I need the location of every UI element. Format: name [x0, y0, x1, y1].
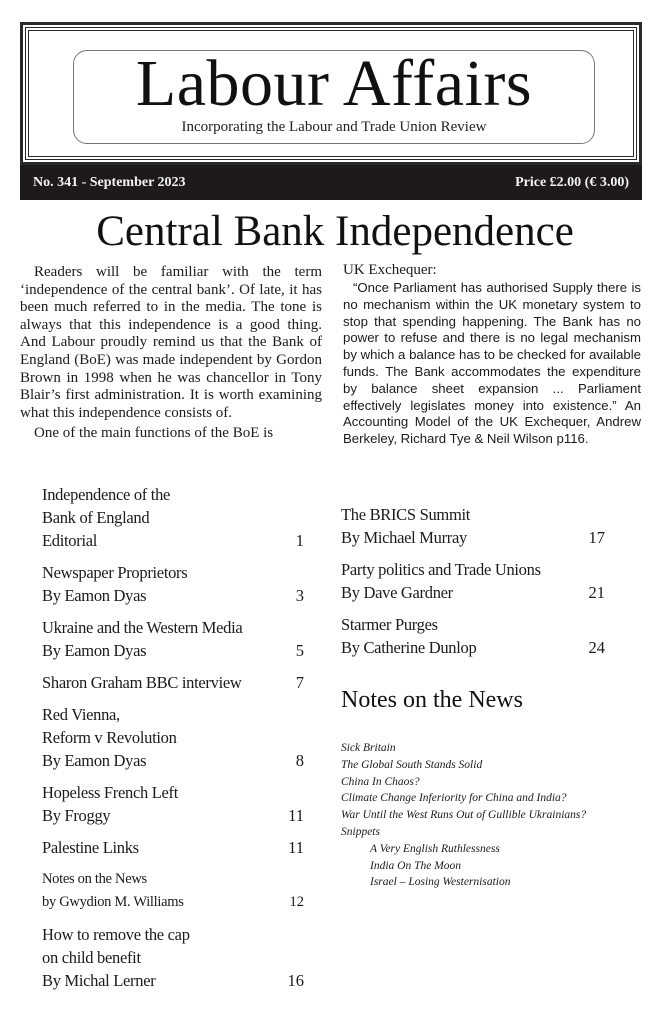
contents-page-number: 24 [588, 638, 605, 657]
contents-entry-line: Editorial [42, 531, 98, 550]
contents-entry[interactable] [42, 483, 304, 552]
contents-entry-line: By Froggy [42, 806, 111, 825]
contents-entry-line: Ukraine and the Western Media [42, 618, 243, 637]
title-box [73, 47, 595, 144]
contents-entry[interactable] [341, 613, 605, 659]
contents-page-number: 11 [288, 838, 304, 857]
contents-entry[interactable] [42, 616, 304, 662]
article-column-left [20, 264, 322, 443]
contents-page-number: 7 [295, 673, 304, 692]
issue-bar [20, 165, 642, 200]
contents-entry-line: Reform v Revolution [42, 728, 177, 747]
contents-entry[interactable] [42, 671, 304, 694]
notes-item: War Until the West Runs Out of Gullible Ukrainians? [341, 809, 587, 822]
contents-list-left [42, 483, 304, 1001]
publication-title: Labour Affairs [135, 47, 533, 120]
notes-list [341, 740, 586, 891]
publication-subtitle: Incorporating the Labour and Trade Union Review [181, 119, 487, 135]
contents-page-number: 11 [288, 806, 304, 825]
notes-item: Climate Change Inferiority for China and India? [341, 792, 567, 805]
article-continuation: UK Exchequer: [343, 262, 437, 278]
notes-item: Snippets [341, 825, 380, 838]
contents-entry-line: Independence of the [42, 485, 171, 504]
contents-entry-line: Newspaper Proprietors [42, 563, 188, 582]
contents-entry-line: Notes on the News [42, 871, 147, 887]
contents-page-number: 3 [295, 586, 304, 605]
contents-entry-line: Red Vienna, [42, 705, 120, 724]
contents-entry-line: Starmer Purges [341, 615, 438, 634]
contents-entry-line: By Michal Lerner [42, 971, 156, 990]
contents-entry-line: on child benefit [42, 948, 141, 967]
notes-heading: Notes on the News [341, 687, 523, 713]
contents-page-number: 12 [289, 894, 304, 910]
contents-entry[interactable] [42, 923, 304, 992]
contents-page-number: 17 [588, 528, 605, 547]
contents-entry-line: By Eamon Dyas [42, 586, 147, 605]
contents-entry-line: By Eamon Dyas [42, 751, 147, 770]
issue-price: Price £2.00 (€ 3.00) [515, 174, 629, 190]
contents-page-number: 8 [295, 751, 304, 770]
contents-entry[interactable] [42, 868, 304, 914]
article-paragraph: Readers will be familiar with the term ‘independence of the central bank’. Of late, it has been much referred to in the media. The tone is always that this independence is a good thing. And Labour proudly remind us that the Bank of England (BoE) was made independent by Gordon Brown in 1998 when he was chancellor in Tony Blair’s first administration. It is worth examining what this independence consists of. [20, 264, 322, 421]
contents-entry[interactable] [42, 836, 304, 859]
contents-page-number: 16 [287, 971, 304, 990]
article-quote: “Once Parliament has authorised Supply there is no mechanism within the UK monetary system to stop that spending happening. The Bank has no power to refuse and there is no legal mechanism by which a balance has to be checked for available funds. The Bank accommodates the expenditure by balance sheet expansion ... Parliament effectively legislates money into existence.” An Accounting Model of the UK Exchequer, Andrew Berkeley, Richard Tye & Neil Wilson p116. [343, 280, 641, 447]
contents-entry[interactable] [341, 558, 605, 604]
contents-entry[interactable] [341, 503, 605, 549]
masthead-frame [20, 22, 642, 165]
contents-entry-line: by Gwydion M. Williams [42, 894, 184, 910]
contents-entry-line: Bank of England [42, 508, 150, 527]
contents-entry-line: By Michael Murray [341, 528, 467, 547]
contents-entry-line: Palestine Links [42, 838, 139, 857]
contents-entry-line: By Catherine Dunlop [341, 638, 477, 657]
article-paragraph: One of the main functions of the BoE is [34, 425, 274, 442]
contents-entry-line: The BRICS Summit [341, 505, 471, 524]
notes-snippet-item: India On The Moon [370, 859, 462, 872]
article-headline: Central Bank Independence [96, 208, 574, 255]
notes-item: China In Chaos? [341, 775, 420, 788]
contents-page-number: 5 [295, 641, 304, 660]
notes-item: Sick Britain [341, 742, 396, 754]
contents-entry-line: Party politics and Trade Unions [341, 560, 541, 579]
contents-page-number: 21 [588, 583, 605, 602]
contents-entry[interactable] [42, 703, 304, 772]
notes-item: The Global South Stands Solid [341, 758, 483, 771]
contents-page-number: 1 [295, 531, 304, 550]
contents-entry[interactable] [42, 561, 304, 607]
contents-entry-line: How to remove the cap [42, 925, 190, 944]
contents-entry-line: Hopeless French Left [42, 783, 179, 802]
notes-snippet-item: A Very English Ruthlessness [370, 842, 500, 855]
issue-number: No. 341 - September 2023 [33, 174, 186, 190]
contents-list-right [341, 503, 605, 668]
article-column-right [343, 262, 641, 448]
contents-entry-line: Sharon Graham BBC interview [42, 673, 242, 692]
contents-entry-line: By Dave Gardner [341, 583, 453, 602]
contents-entry-line: By Eamon Dyas [42, 641, 147, 660]
notes-snippet-item: Israel – Losing Westernisation [370, 876, 511, 889]
contents-entry[interactable] [42, 781, 304, 827]
